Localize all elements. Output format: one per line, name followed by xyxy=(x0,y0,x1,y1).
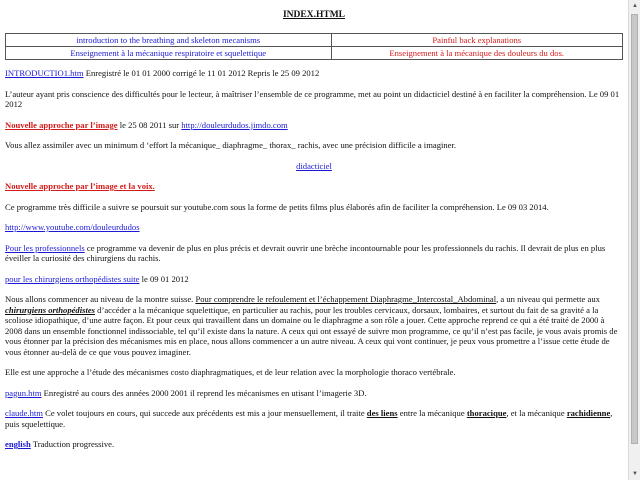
heading-nouvelle-approche: Nouvelle approche par l’image xyxy=(5,119,118,130)
link-didacticiel[interactable]: didacticiel xyxy=(296,160,332,171)
para-claude: claude.htm Ce volet toujours en cours, qui succede aux précédents est mis a jour mensuellement, il traite des liens entre la mécanique thoracique, et la mécanique rachidienne, puis squelettique. xyxy=(5,408,613,429)
link-jimdo[interactable]: http://douleurdudos.jimdo.com xyxy=(181,119,288,130)
para-youtube-link xyxy=(5,222,623,233)
page-title: INDEX.HTML xyxy=(282,10,346,20)
para-approche: Elle est une approche a l’étude des mécanismes costo diaphragmatiques, et de leur relation avec la morphologie thoraco vertébrale. xyxy=(5,367,456,377)
para-montre-suisse: Nous allons commencer au niveau de la montre suisse. Pour comprendre le refoulement et l’échappement Diaphragme_Intercostal_Abdominal, a un niveau qui permette aux chirurgiens orthopédistes d’accéder a la mécanique squelettique, en particulier au rachis, pour les troubles cervicaux, dorsaux, lombaires, et surtout du fait de sa gravité a la scoliose idiopathique, d’une autre façon. Et pour ceux qui travaillent dans un domaine ou le diaphragme a son rôle a jouer. Cette approche reprend ce qui a été traité de 2000 à 2008 dans un ensemble fonctionnel indissociable, tel qu’il existe dans la nature. A ceux qui ont essayé de suivre mon programme, ce qu’il n’est pas facile, je vous avais promis de vous étonner par la précision des mécanismes mis en place, nous allons commencer a un autre niveau. A ceux qui vont continuer, je peux vous promettre a l’issue cette étude de vous étonner au-delà de ce que vous pouvez imaginer. xyxy=(5,294,618,357)
nav-link-enseignement-respiratoire[interactable]: Enseignement à la mécanique respiratoire et squelettique xyxy=(6,47,332,60)
para-chirurgiens: pour les chirurgiens orthopédistes suite le 09 01 2012 xyxy=(5,273,189,284)
para-nouvelle-image: Nouvelle approche par l’image le 25 08 2011 sur http://douleurdudos.jimdo.com xyxy=(5,119,288,130)
para-pagun: pagun.htm Enregistré au cours des années 2000 2001 il reprend les mécanismes en utisant l’imagerie 3D. xyxy=(5,387,367,398)
para-professionnels: Pour les professionnels ce programme va devenir de plus en plus précis et devrait ouvrir une brèche incontournable pour les professionnels du rachis. Il devrait de plus en plus éveiller la curiosité des chirurgiens du rachis. xyxy=(5,242,606,263)
scroll-thumb[interactable] xyxy=(631,14,638,444)
scroll-down-icon[interactable]: ▼ xyxy=(632,471,638,477)
nav-table xyxy=(5,33,623,60)
para-didacticiel xyxy=(5,161,623,172)
vertical-scrollbar[interactable] xyxy=(628,0,640,480)
scroll-up-icon[interactable]: ▲ xyxy=(632,3,638,9)
nav-link-introduction[interactable]: introduction to the breathing and skeleton mecanisms xyxy=(6,34,332,47)
content xyxy=(5,68,623,460)
link-introductio1[interactable]: INTRODUCTIO1.htm xyxy=(5,68,84,78)
link-pagun[interactable]: pagun.htm xyxy=(5,387,42,398)
link-chirurgiens[interactable]: pour les chirurgiens orthopédistes suite xyxy=(5,273,140,284)
heading-nouvelle-approche-voix: Nouvelle approche par l’image et la voix. xyxy=(5,181,155,191)
para-author: L’auteur ayant pris conscience des difficultés pour le lecteur, à maîtriser l’ensemble de ce programme, met au point un didacticiel destiné à en faciliter la compréhension. Le 09 01 2012 xyxy=(5,88,620,109)
nav-link-enseignement-douleurs[interactable]: Enseignement à la mécanique des douleurs du dos. xyxy=(331,47,623,60)
link-english[interactable]: english xyxy=(5,439,31,449)
para-youtube-text: Ce programme très difficile a suivre se poursuit sur youtube.com sous la forme de petits films plus élaborés afin de faciliter la compréhension. Le 09 03 2014. xyxy=(5,201,549,212)
para-intro: INTRODUCTIO1.htm Enregistré le 01 01 2000 corrigé le 11 01 2012 Repris le 25 09 2012 xyxy=(5,68,320,78)
para-english: english Traduction progressive. xyxy=(5,439,115,449)
link-claude[interactable]: claude.htm xyxy=(5,408,43,418)
para-assimiler: Vous allez assimiler avec un minimum d ‘effort la mécanique_ diaphragme_ thorax_ rachis, avec une précision difficile a imaginer. xyxy=(5,140,457,150)
nav-link-painful-back[interactable]: Painful back explanations xyxy=(331,34,623,47)
link-professionnels[interactable]: Pour les professionnels xyxy=(5,242,85,253)
link-youtube[interactable]: http://www.youtube.com/douleurdudos xyxy=(5,222,140,232)
para-nouvelle-voix xyxy=(5,181,623,192)
